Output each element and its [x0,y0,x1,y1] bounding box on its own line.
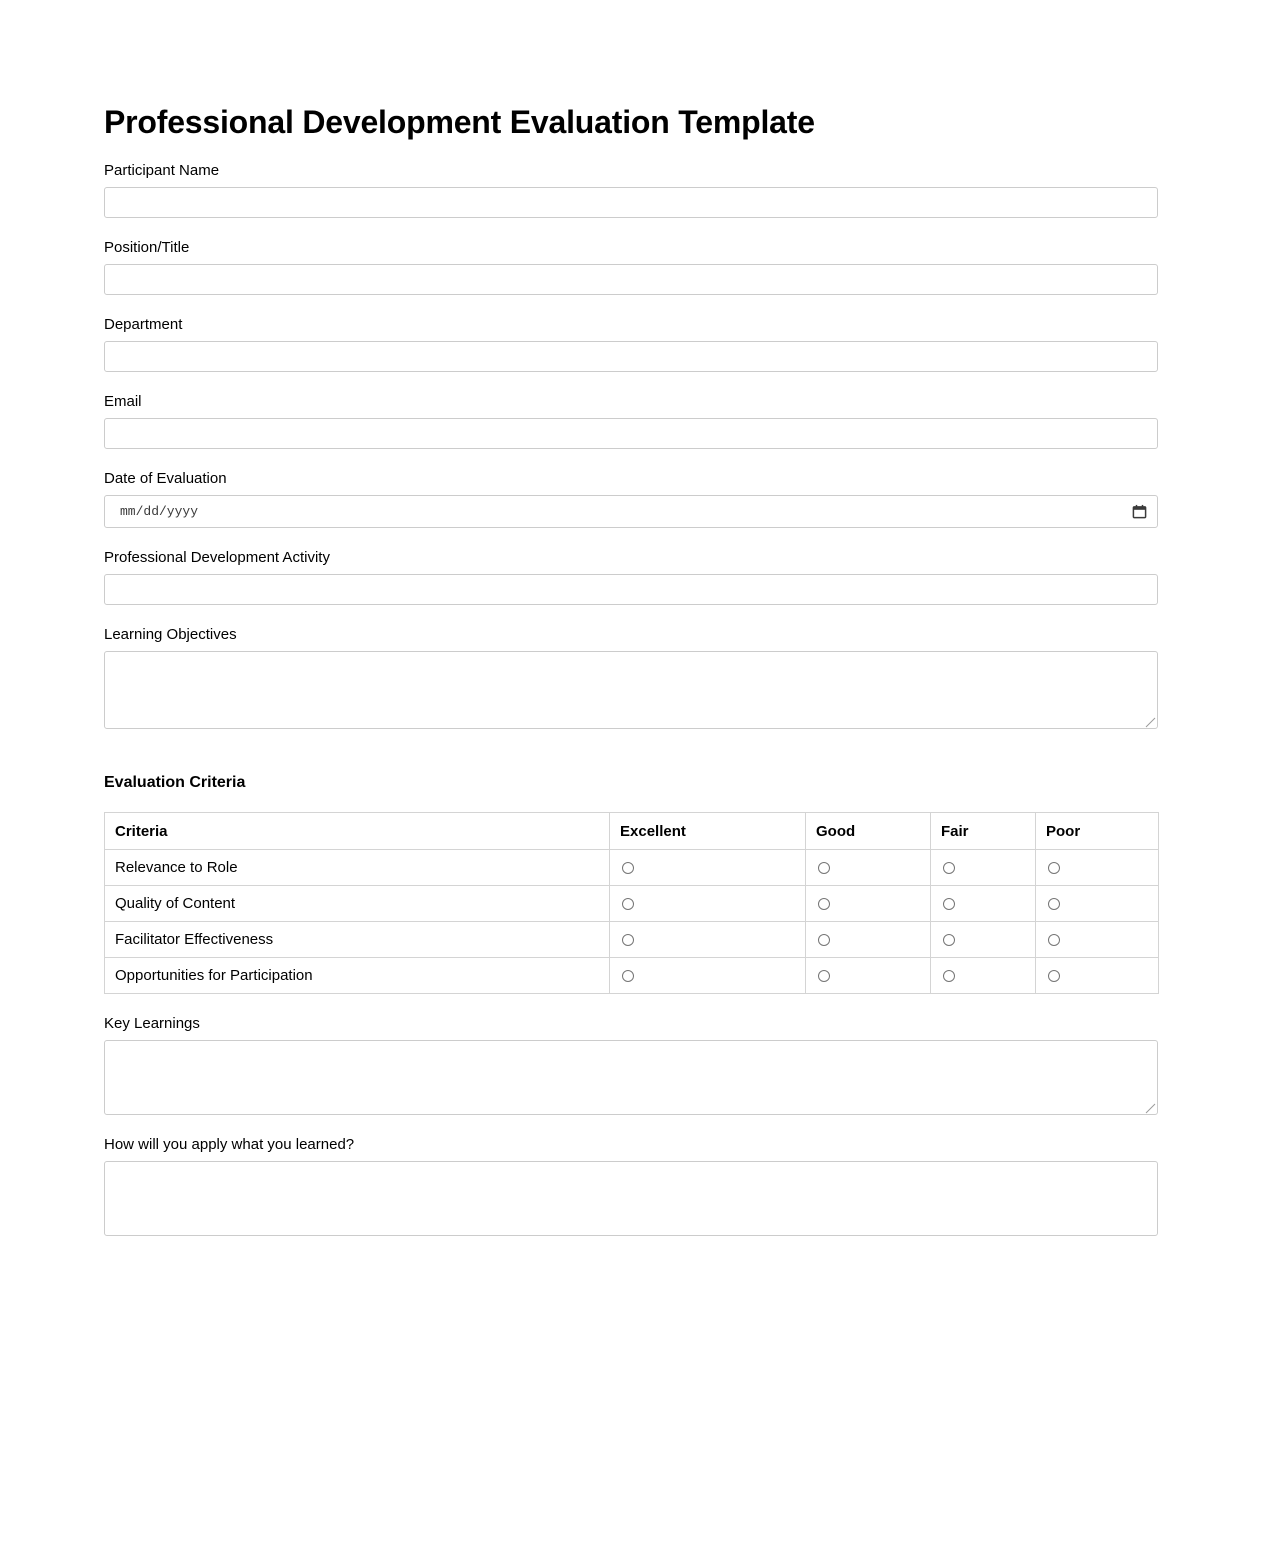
radio-participation-excellent[interactable] [622,970,634,982]
field-learning-objectives [104,626,1158,729]
field-participant-name [104,162,1158,218]
radio-quality-good[interactable] [818,898,830,910]
learning-objectives-wrapper [104,651,1158,729]
key-learnings-textarea[interactable] [104,1040,1158,1115]
calendar-icon[interactable] [1132,504,1147,519]
evaluation-criteria-table [104,812,1159,994]
date-placeholder-text: mm/dd/yyyy [120,504,199,519]
radio-relevance-fair[interactable] [943,862,955,874]
column-header-fair: Fair [931,813,1036,850]
criteria-label: Relevance to Role [105,850,610,886]
rating-cell-good [806,886,931,922]
participant-name-input[interactable] [104,187,1158,218]
field-key-learnings [104,1015,1158,1115]
field-position-title [104,239,1158,295]
radio-participation-good[interactable] [818,970,830,982]
column-header-good: Good [806,813,931,850]
column-header-poor: Poor [1036,813,1159,850]
rating-cell-good [806,922,931,958]
page-title: Professional Development Evaluation Template [104,104,815,140]
table-row [105,958,1159,994]
radio-quality-excellent[interactable] [622,898,634,910]
rating-cell-poor [1036,958,1159,994]
apply-learned-wrapper [104,1161,1158,1236]
email-field[interactable] [104,418,1158,449]
rating-cell-good [806,958,931,994]
table-row [105,922,1159,958]
field-apply-learned [104,1136,1158,1236]
apply-learned-textarea[interactable] [104,1161,1158,1236]
criteria-label: Opportunities for Participation [105,958,610,994]
table-row [105,850,1159,886]
label-department: Department [104,316,183,333]
rating-cell-poor [1036,886,1159,922]
radio-facilitator-good[interactable] [818,934,830,946]
rating-cell-excellent [610,850,806,886]
rating-cell-fair [931,922,1036,958]
radio-relevance-excellent[interactable] [622,862,634,874]
rating-cell-fair [931,850,1036,886]
field-email [104,393,1158,449]
rating-cell-fair [931,958,1036,994]
rating-cell-poor [1036,922,1159,958]
field-date-of-evaluation [104,470,1158,528]
label-participant-name: Participant Name [104,162,220,179]
rating-cell-excellent [610,958,806,994]
column-header-criteria: Criteria [105,813,610,850]
rating-cell-fair [931,886,1036,922]
department-input[interactable] [104,341,1158,372]
label-email: Email [104,393,142,410]
evaluation-criteria-heading: Evaluation Criteria [104,774,246,791]
radio-participation-poor[interactable] [1048,970,1060,982]
radio-relevance-good[interactable] [818,862,830,874]
learning-objectives-textarea[interactable] [104,651,1158,729]
label-position-title: Position/Title [104,239,190,256]
radio-relevance-poor[interactable] [1048,862,1060,874]
radio-participation-fair[interactable] [943,970,955,982]
radio-facilitator-poor[interactable] [1048,934,1060,946]
rating-cell-excellent [610,886,806,922]
label-pd-activity: Professional Development Activity [104,549,330,566]
column-header-excellent: Excellent [610,813,806,850]
criteria-label: Facilitator Effectiveness [105,922,610,958]
table-row [105,886,1159,922]
label-key-learnings: Key Learnings [104,1015,200,1032]
radio-facilitator-excellent[interactable] [622,934,634,946]
radio-facilitator-fair[interactable] [943,934,955,946]
criteria-label: Quality of Content [105,886,610,922]
label-date-of-evaluation: Date of Evaluation [104,470,227,487]
label-learning-objectives: Learning Objectives [104,626,237,643]
form-content [104,0,1158,1236]
key-learnings-wrapper [104,1040,1158,1115]
rating-cell-excellent [610,922,806,958]
label-apply-learned: How will you apply what you learned? [104,1136,355,1153]
field-pd-activity [104,549,1158,605]
table-header-row [105,813,1159,850]
rating-cell-good [806,850,931,886]
radio-quality-fair[interactable] [943,898,955,910]
rating-cell-poor [1036,850,1159,886]
pd-activity-input[interactable] [104,574,1158,605]
date-of-evaluation-input[interactable] [104,495,1158,528]
radio-quality-poor[interactable] [1048,898,1060,910]
position-title-input[interactable] [104,264,1158,295]
field-department [104,316,1158,372]
